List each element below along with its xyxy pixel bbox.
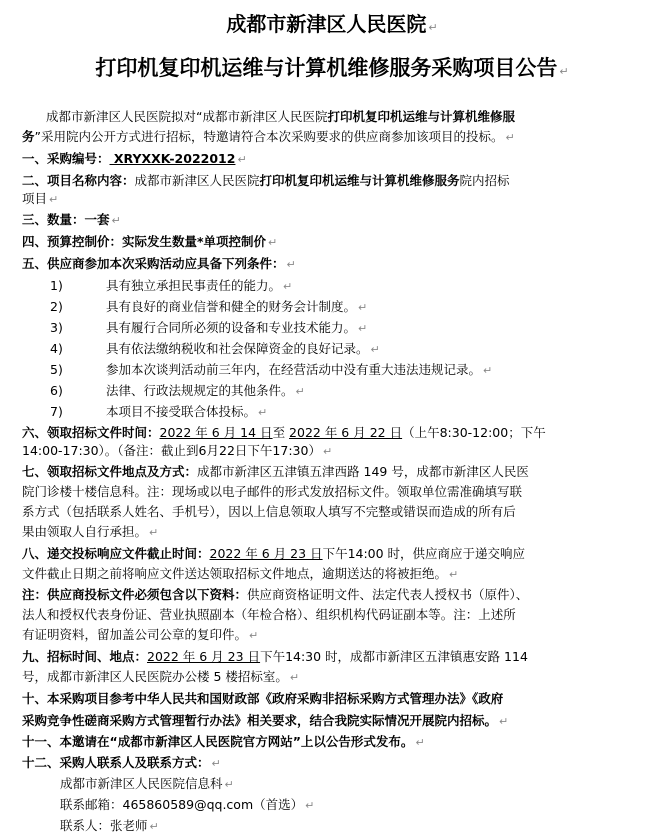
contact-email: 联系邮箱：465860589@qq.com（首选） ↵: [60, 797, 315, 812]
intro-line-1: 成都市新津区人民医院拟对“成都市新津区人民医院打印机复印机运维与计算机维修服: [46, 109, 515, 124]
requirement-item: 7) 本项目不接受联合体投标。 ↵: [50, 404, 268, 419]
section-7-line-4: 果由领取人自行承担。 ↵: [22, 524, 159, 539]
announcement-title: 打印机复印机运维与计算机维修服务采购项目公告 ↵: [95, 56, 569, 80]
section-8-submission-deadline: 八、递交投标响应文件截止时间：2022 年 6 月 23 日下午14:00 时，供应商应于递交响应: [22, 546, 526, 561]
requirement-item: 4) 具有依法缴纳税收和社会保障资金的良好记录。 ↵: [50, 341, 380, 356]
note-line-2: 法人和授权代表身份证、营业执照副本（年检合格）、组织机构代码证副本等。注：上述所: [22, 607, 516, 622]
section-9-bidding-time-place: 九、招标时间、地点：2022 年 6 月 23 日下午14:30 时，成都市新津区五津镇惠安路 114: [22, 649, 528, 664]
note-line-3: 有证明资料，留加盖公司公章的复印件。 ↵: [22, 627, 259, 642]
section-4-budget: 四、预算控制价：实际发生数量*单项控制价 ↵: [22, 234, 278, 249]
section-10-regulations: 十、本采购项目参考中华人民共和国财政部《政府采购非招标采购方式管理办法》《政府: [22, 691, 504, 706]
section-8-continued: 文件截止日期之前将响应文件送达领取招标文件地点，逾期送达的将被拒绝。 ↵: [22, 566, 459, 581]
requirement-item: 3) 具有履行合同所必须的设备和专业技术能力。 ↵: [50, 320, 368, 335]
section-2-continued: 项目 ↵: [22, 191, 59, 206]
section-6-document-time: 六、领取招标文件时间：2022 年 6 月 14 日至 2022 年 6 月 22 日（上午8:30-12:00；下午: [22, 425, 546, 440]
section-2-project-name: 二、项目名称内容：成都市新津区人民医院打印机复印机运维与计算机维修服务院内招标: [22, 173, 510, 188]
section-1-procurement-number: 一、采购编号： XRYXXK-2022012 ↵: [22, 151, 247, 166]
requirement-item: 2) 具有良好的商业信誉和健全的财务会计制度。 ↵: [50, 299, 368, 314]
contact-person: 联系人：张老师 ↵: [60, 818, 159, 833]
note-required-documents: 注：供应商投标文件必须包含以下资料：供应商资格证明文件、法定代表人授权书（原件）、: [22, 587, 529, 602]
section-3-quantity: 三、数量：一套 ↵: [22, 212, 121, 227]
section-5-requirements: 五、供应商参加本次采购活动应具备下列条件： ↵: [22, 256, 296, 271]
requirement-item: 5) 参加本次谈判活动前三年内，在经营活动中没有重大违法违规记录。 ↵: [50, 362, 493, 377]
section-7-line-3: 系方式（包括联系人姓名、手机号），因以上信息领取人填写不完整或错误而造成的所有后: [22, 504, 516, 519]
requirement-item: 1) 具有独立承担民事责任的能力。 ↵: [50, 278, 293, 293]
requirement-item: 6) 法律、行政法规规定的其他条件。 ↵: [50, 383, 305, 398]
section-11-publication: 十一、本邀请在“成都市新津区人民医院官方网站”上以公告形式发布。 ↵: [22, 734, 425, 749]
section-9-continued: 号，成都市新津区人民医院办公楼 5 楼招标室。 ↵: [22, 669, 300, 684]
contact-department: 成都市新津区人民医院信息科 ↵: [60, 776, 234, 791]
section-7-document-location: 七、领取招标文件地点及方式：成都市新津区五津镇五津西路 149 号，成都市新津区人民医: [22, 464, 529, 479]
section-6-continued: 14:00-17:30）。（备注：截止到6月22日下午17:30） ↵: [22, 443, 333, 458]
intro-line-2: 务”采用院内公开方式进行招标，特邀请符合本次采购要求的供应商参加该项目的投标。 ↵: [22, 129, 515, 144]
hospital-title: 成都市新津区人民医院 ↵: [226, 12, 438, 36]
section-10-continued: 采购竞争性磋商采购方式管理暂行办法》相关要求，结合我院实际情况开展院内招标。 ↵: [22, 713, 509, 728]
section-12-contact: 十二、采购人联系人及联系方式： ↵: [22, 755, 221, 770]
section-7-line-2: 院门诊楼十楼信息科。注：现场或以电子邮件的形式发放招标文件。领取单位需准确填写联: [22, 484, 523, 499]
